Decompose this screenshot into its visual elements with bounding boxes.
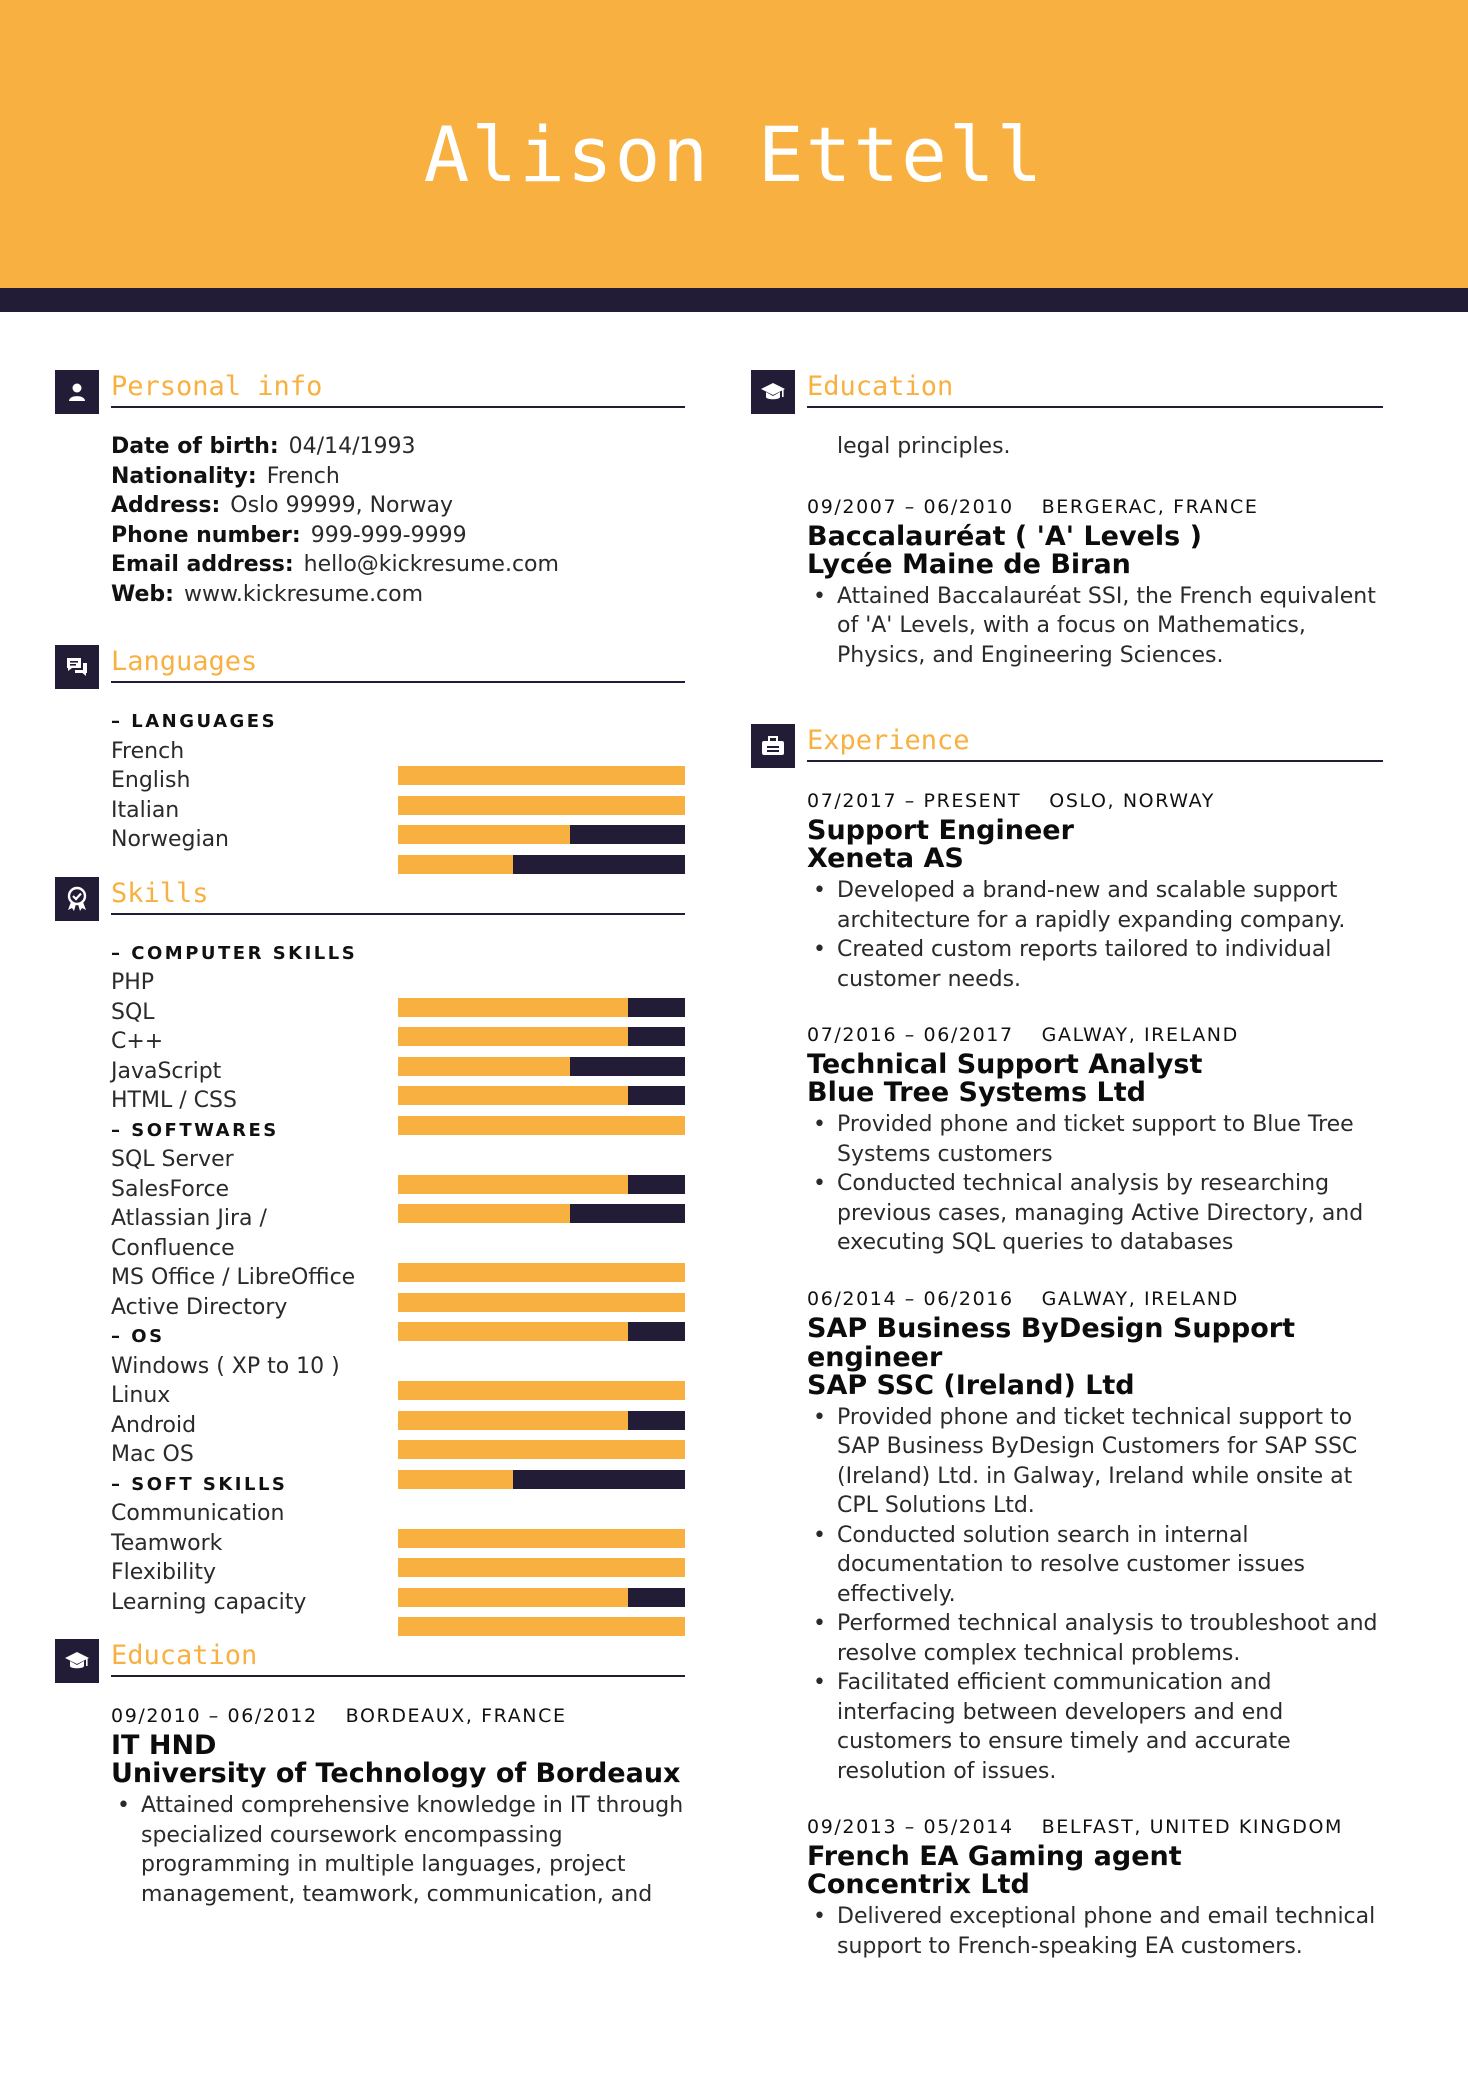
education-continued (751, 432, 1383, 670)
skill-row (111, 1588, 685, 1618)
category-label: – LANGUAGES (111, 711, 278, 732)
entry-dates: 07/2017 – PRESENT (807, 790, 1022, 812)
info-label: Email address: (111, 552, 294, 577)
skill-name: Android (111, 1412, 197, 1438)
section-divider (111, 681, 685, 683)
info-label: Nationality: (111, 463, 257, 489)
skill-name: SQL (111, 999, 155, 1025)
award-icon (55, 877, 99, 921)
graduation-cap-icon (55, 1639, 99, 1683)
job-company: Xeneta AS (807, 843, 964, 874)
info-address (111, 491, 685, 521)
entry-location: BORDEAUX, FRANCE (345, 1705, 567, 1727)
info-value: 04/14/1993 (288, 434, 416, 459)
info-value: Oslo 99999, Norway (230, 493, 454, 518)
category-label: – SOFTWARES (111, 1119, 279, 1141)
skill-row (111, 1352, 685, 1382)
section-divider (111, 913, 685, 915)
chat-icon (55, 645, 99, 689)
language-name: French (111, 738, 185, 764)
skill-name: Mac OS (111, 1442, 194, 1467)
personal-info-header (55, 370, 685, 414)
info-phone (111, 521, 685, 551)
entry-bullets (807, 876, 1383, 994)
section-title: Experience (807, 725, 970, 756)
bullet-item: • Provided phone and ticket support to Blue Tree Systems customers (807, 1110, 1383, 1169)
entry-meta (807, 786, 1383, 816)
skill-name: HTML / CSS (111, 1088, 237, 1113)
language-name: Norwegian (111, 827, 229, 852)
experience-header (751, 724, 1383, 768)
right-column (751, 370, 1383, 1987)
info-value[interactable]: hello@kickresume.com (303, 552, 559, 577)
language-row (111, 766, 685, 796)
skill-row (111, 1263, 685, 1293)
entry-bullets (807, 582, 1383, 671)
category-label: – SOFT SKILLS (111, 1473, 288, 1495)
skill-name: C++ (111, 1029, 164, 1054)
skill-name: MS Office / LibreOffice (111, 1265, 356, 1290)
skill-row (111, 1411, 685, 1441)
languages-header (55, 645, 685, 689)
language-row (111, 796, 685, 826)
skills-header (55, 877, 685, 921)
skill-name: Flexibility (111, 1560, 216, 1585)
skill-row (111, 998, 685, 1028)
user-icon (55, 370, 99, 414)
bullet-item: • Facilitated efficient communication and interfacing between developers and end customers to ensure timely and accurate resolution of issues. (807, 1668, 1383, 1786)
skill-row (111, 1293, 685, 1323)
entry-location: GALWAY, IRELAND (1041, 1287, 1239, 1310)
info-label: Date of birth: (111, 434, 279, 459)
education-header (751, 370, 1383, 414)
job-role: Support Engineer (807, 815, 1074, 846)
experience-list (751, 786, 1383, 1961)
entry-dates: 06/2014 – 06/2016 (807, 1287, 1014, 1310)
entry-bullets (807, 1403, 1383, 1787)
info-email (111, 550, 685, 580)
category-label: – OS (111, 1326, 165, 1347)
entry-location: BERGERAC, FRANCE (1041, 495, 1259, 518)
briefcase-icon (751, 724, 795, 768)
education-header (55, 1639, 685, 1683)
entry-bullets (111, 1791, 685, 1909)
level-bar (398, 1116, 685, 1135)
skill-name: PHP (111, 970, 155, 995)
section-title: Skills (111, 877, 209, 909)
job-role: French EA Gaming agent (807, 1841, 1182, 1872)
left-column (55, 370, 685, 1909)
skill-row (111, 1440, 685, 1470)
skill-row (111, 1381, 685, 1411)
section-title: Personal info (111, 371, 323, 402)
skill-row (111, 1499, 685, 1529)
section-title: Education (807, 371, 954, 402)
bullet-item: • Created custom reports tailored to individual customer needs. (807, 935, 1383, 994)
job-company: Blue Tree Systems Ltd (807, 1077, 1146, 1108)
entry-dates: 07/2016 – 06/2017 (807, 1024, 1014, 1046)
bullet-item: • Performed technical analysis to troubleshoot and resolve complex technical problems. (807, 1609, 1383, 1668)
entry-location: OSLO, NORWAY (1049, 790, 1215, 812)
entry-school: Lycée Maine de Biran (807, 548, 1131, 580)
entry-bullets (807, 1110, 1383, 1258)
job-company: SAP SSC (Ireland) Ltd (807, 1369, 1135, 1401)
entry-meta (807, 492, 1383, 522)
section-title: Education (111, 1640, 258, 1671)
entry-meta (807, 1812, 1383, 1842)
skill-name: Communication (111, 1501, 285, 1526)
continued-text: legal principles. (837, 434, 1011, 459)
level-bar (398, 1470, 685, 1489)
skill-name: Learning capacity (111, 1589, 307, 1615)
bullet-item: • Developed a brand-new and scalable support architecture for a rapidly expanding company. (807, 876, 1383, 935)
skill-name: SalesForce (111, 1176, 230, 1202)
skill-row (111, 968, 685, 998)
entry-meta (807, 1284, 1383, 1314)
skill-name: SQL Server (111, 1147, 234, 1172)
entry-school: University of Technology of Bordeaux (111, 1758, 681, 1789)
bullet-item: • Attained comprehensive knowledge in IT through specialized coursework encompassing programming in multiple languages, project management, teamwork, communication, and (111, 1791, 685, 1909)
language-row (111, 825, 685, 855)
entry-dates: 09/2007 – 06/2010 (807, 495, 1014, 518)
header-banner (0, 0, 1468, 288)
skill-name: JavaScript (111, 1058, 222, 1084)
info-value: French (266, 463, 340, 489)
entry-location: BELFAST, UNITED KINGDOM (1041, 1816, 1343, 1838)
entry-meta (807, 1020, 1383, 1050)
entry-bullets (807, 1902, 1383, 1961)
info-label: Phone number: (111, 522, 301, 548)
section-divider (111, 1675, 685, 1677)
section-divider (807, 760, 1383, 762)
job-entry (807, 1020, 1383, 1258)
skill-name: Active Directory (111, 1294, 288, 1320)
job-entry (807, 786, 1383, 994)
level-bar (398, 1617, 685, 1636)
level-bar (398, 855, 685, 874)
bullet-item: • Delivered exceptional phone and email technical support to French-speaking EA customers. (807, 1902, 1383, 1961)
category-label: – COMPUTER SKILLS (111, 942, 358, 964)
language-name: English (111, 768, 191, 793)
job-role: Technical Support Analyst (807, 1049, 1203, 1080)
job-role: SAP Business ByDesign Support engineer (807, 1312, 1296, 1373)
bullet-item: • Conducted solution search in internal documentation to resolve customer issues effectively. (807, 1521, 1383, 1610)
job-entry (807, 1284, 1383, 1787)
entry-meta (111, 1701, 685, 1731)
level-bar (398, 1322, 685, 1341)
education-entry-bac (807, 492, 1383, 671)
skill-row (111, 1145, 685, 1175)
job-company: Concentrix Ltd (807, 1869, 1030, 1900)
info-label: Address: (111, 493, 221, 518)
skill-name: Atlassian Jira / Confluence (111, 1206, 267, 1261)
info-web (111, 580, 685, 610)
personal-info-list (55, 432, 685, 609)
info-value[interactable]: www.kickresume.com (183, 581, 424, 607)
education-entry-hnd (55, 1701, 685, 1909)
info-label: Web: (111, 581, 174, 607)
entry-dates: 09/2010 – 06/2012 (111, 1705, 318, 1727)
skill-name: Teamwork (111, 1530, 223, 1556)
bullet-item: • Provided phone and ticket technical support to SAP Business ByDesign Customers for SAP SSC (Ireland) Ltd. in Galway, Ireland while onsite at CPL Solutions Ltd. (807, 1403, 1383, 1521)
entry-degree: IT HND (111, 1730, 217, 1761)
info-dob (111, 432, 685, 462)
skill-row (111, 1175, 685, 1205)
skill-row (111, 1529, 685, 1559)
skill-name: Linux (111, 1383, 171, 1408)
skills-list (55, 939, 685, 1618)
info-nationality (111, 462, 685, 492)
bullet-item: • Attained Baccalauréat SSI, the French equivalent of 'A' Levels, with a focus on Mathematics, Physics, and Engineering Sciences. (807, 582, 1383, 671)
section-divider (111, 406, 685, 408)
skill-row (111, 1057, 685, 1087)
graduation-cap-icon (751, 370, 795, 414)
entry-location: GALWAY, IRELAND (1041, 1024, 1239, 1046)
skill-row (111, 1027, 685, 1057)
skill-row (111, 1086, 685, 1116)
section-divider (807, 406, 1383, 408)
entry-dates: 09/2013 – 05/2014 (807, 1816, 1014, 1838)
skill-row (111, 1204, 685, 1263)
language-name: Italian (111, 797, 180, 823)
skill-name: Windows ( XP to 10 ) (111, 1353, 340, 1379)
candidate-name: Alison Ettell (423, 110, 1045, 199)
languages-list (55, 707, 685, 855)
skill-row (111, 1558, 685, 1588)
info-value: 999-999-9999 (310, 522, 467, 548)
header-divider (0, 288, 1468, 312)
bullet-item: • Conducted technical analysis by researching previous cases, managing Active Directory, and executing SQL queries to databases (807, 1169, 1383, 1258)
entry-degree: Baccalauréat ( 'A' Levels ) (807, 520, 1202, 552)
language-row (111, 737, 685, 767)
job-entry (807, 1812, 1383, 1961)
section-title: Languages (111, 646, 258, 677)
